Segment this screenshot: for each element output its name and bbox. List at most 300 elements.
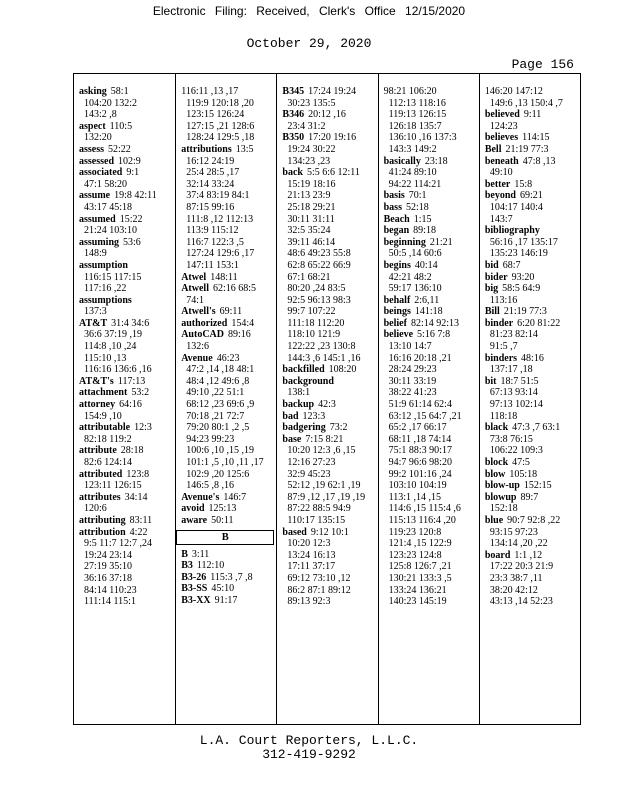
index-term: block	[484, 457, 509, 468]
page-line-refs: 37:4 83:19 84:1	[186, 190, 250, 202]
page-line-refs: 112:13 118:16	[388, 97, 446, 109]
page-line-refs: 62:16 68:5	[212, 283, 257, 295]
entry-first-line	[79, 492, 172, 504]
entry-first-line	[384, 190, 476, 202]
page-line-refs: 64:16	[119, 399, 142, 411]
index-term: attorney	[79, 399, 116, 411]
page-line-refs: 80:20 ,24 83:5	[287, 283, 346, 295]
index-term: Atwell	[181, 283, 209, 295]
index-term: beginning	[383, 236, 426, 248]
index-entry	[485, 109, 577, 132]
page-line-refs: 32:9 45:23	[287, 468, 331, 480]
page-line-refs: 126:18 135:7	[388, 120, 442, 132]
page-line-refs: 92:5 96:13 98:3	[287, 294, 351, 306]
filing-stamp: Electronic Filing: Received, Clerk's Office 12/15/2020	[152, 4, 466, 18]
index-entry	[485, 86, 577, 109]
entry-first-line	[485, 283, 577, 295]
page-line-refs: 102:9	[118, 155, 141, 167]
page-line-refs: 30:23 135:5	[287, 97, 336, 109]
index-entry	[181, 144, 273, 272]
index-term: assumption	[79, 259, 128, 271]
page-line-refs: 19:24 23:14	[84, 549, 133, 561]
page-line-refs: 43:17 45:18	[84, 201, 133, 213]
entry-first-line	[384, 306, 476, 318]
page-line-refs: 42:3	[318, 399, 336, 411]
entry-first-line	[384, 156, 476, 168]
page-line-refs: 133:24 136:21	[388, 584, 447, 596]
page-line-refs: 89:7	[520, 491, 539, 503]
page-line-refs: 83:11	[129, 514, 153, 526]
page-line-refs: 67:1 68:21	[287, 271, 331, 283]
page-line-refs: 21:19 77:3	[503, 306, 547, 318]
page-line-refs: 93:20	[511, 271, 535, 283]
index-term: belief	[383, 317, 407, 329]
page-line-refs: 9:1	[126, 167, 140, 179]
page-line-refs: 113:16	[489, 294, 518, 306]
page-line-refs: 19:24 30:22	[287, 143, 336, 155]
page-line-refs: 48:16	[521, 352, 544, 364]
page-line-refs: 56:16 ,17 135:17	[489, 236, 558, 248]
page-line-refs: 114:8 ,10 ,24	[84, 341, 137, 353]
index-entry	[485, 306, 577, 318]
index-entry	[384, 202, 476, 214]
page-line-refs: 70:18 ,21 72:7	[186, 410, 245, 422]
index-entry	[282, 86, 374, 109]
entry-first-line	[181, 549, 273, 561]
page-line-refs: 122:22 ,23 130:8	[287, 341, 356, 353]
page-line-refs: 125:8 126:7 ,21	[388, 561, 452, 573]
page-line-refs: 137:17 ,18	[489, 364, 533, 376]
page-line-refs: 38:22 41:23	[388, 387, 437, 399]
page-line-refs: 63:12 ,15 64:7 ,21	[388, 410, 462, 422]
page-line-refs: 103:10 104:19	[388, 480, 447, 492]
page-line-refs: 17:24 19:24	[308, 86, 357, 97]
page-line-refs: 127:24 129:6 ,17	[186, 248, 255, 260]
page-line-refs: 49:10	[489, 167, 513, 179]
page-line-refs: 123:8	[126, 468, 150, 480]
index-entry	[181, 492, 273, 504]
page-line-refs: 9:5 11:7 12:7 ,24	[84, 538, 152, 550]
page-line-refs: 94:22 114:21	[388, 178, 442, 190]
entry-first-line	[79, 121, 172, 133]
index-column	[276, 74, 377, 724]
page-line-refs: 58:5 64:9	[502, 283, 541, 295]
index-entry	[282, 434, 374, 527]
page-line-refs: 121:4 ,15 122:9	[388, 538, 452, 550]
index-entry	[485, 480, 577, 492]
index-term: asking	[79, 86, 107, 97]
page-line-refs: 119:23 120:8	[388, 526, 442, 538]
page-line-refs: 147:11 153:1	[186, 259, 239, 271]
page-line-refs: 4:22	[129, 526, 148, 538]
page-line-refs: 154:9 ,10	[84, 410, 122, 422]
entry-first-line	[485, 515, 577, 527]
index-entry	[384, 86, 476, 156]
page-line-refs: 1:1 ,12	[514, 549, 543, 561]
page-line-refs: 111:8 ,12 112:13	[186, 213, 254, 225]
page-line-refs: 134:23 ,23	[287, 155, 331, 167]
entry-first-line	[282, 422, 374, 434]
index-entry	[485, 132, 577, 144]
index-term: board	[484, 549, 511, 561]
page-line-refs: 132:6	[186, 341, 209, 353]
index-term: blowup	[484, 491, 517, 503]
page-line-refs: 3:11	[191, 548, 210, 560]
page-line-refs: 51:9 61:14 62:4	[388, 399, 452, 411]
entry-first-line	[79, 167, 172, 179]
index-term: attributions	[181, 143, 232, 155]
index-entry	[282, 411, 374, 423]
index-entry	[485, 515, 577, 550]
page-line-refs: 68:11 ,18 74:14	[388, 433, 452, 445]
index-entry	[384, 318, 476, 330]
index-term: Atwell's	[181, 306, 216, 318]
page-line-refs: 10:20 12:3 ,6 ,15	[287, 445, 356, 457]
page-line-refs: 112:10	[196, 560, 225, 572]
page-line-refs: 9:11	[523, 109, 542, 121]
entry-first-line	[79, 295, 172, 307]
page-line-refs: 119:9 120:18 ,20	[186, 97, 254, 109]
page-line-refs: 45:10	[211, 583, 235, 595]
index-entry	[181, 549, 273, 561]
index-entry	[79, 190, 172, 213]
index-term: AT&T's	[79, 375, 114, 387]
index-term: B350	[282, 132, 305, 144]
page-line-refs: 82:14 92:13	[410, 317, 459, 329]
index-term: Avenue	[181, 352, 213, 364]
index-term: B346	[282, 109, 305, 121]
page-line-refs: 13:5	[235, 143, 254, 155]
index-entry	[181, 583, 273, 595]
index-entry	[181, 560, 273, 572]
index-term: believes	[484, 132, 519, 144]
page-line-refs: 23:3 38:7 ,11	[489, 572, 543, 584]
page-line-refs: 98:21 106:20	[383, 86, 437, 97]
page-line-refs: 74:1	[186, 294, 204, 306]
index-term: bit	[484, 375, 497, 387]
entry-first-line	[181, 572, 273, 584]
index-entry	[79, 422, 172, 445]
entry-first-line	[79, 86, 172, 98]
index-entry	[485, 260, 577, 272]
footer-company: L.A. Court Reporters, L.L.C.	[199, 733, 419, 748]
entry-first-line	[485, 225, 577, 237]
index-term: B3	[181, 560, 193, 572]
entry-first-line	[79, 445, 172, 457]
page-line-refs: 52:12 ,19 62:1 ,19	[287, 480, 361, 492]
page-line-refs: 87:15 99:16	[186, 201, 235, 213]
entry-first-line	[485, 318, 577, 330]
entry-first-line	[79, 469, 172, 481]
page-line-refs: 143:2 ,8	[84, 109, 117, 121]
page-line-refs: 32:14 33:24	[186, 178, 235, 190]
index-term: attribute	[79, 445, 117, 457]
entry-first-line	[181, 503, 273, 515]
page-line-refs: 94:23 99:23	[186, 433, 235, 445]
entry-first-line	[282, 167, 374, 179]
page-line-refs: 52:22	[108, 143, 131, 155]
page-line-refs: 141:18	[414, 306, 443, 318]
page-line-refs: 82:6 124:14	[84, 457, 133, 468]
page-line-refs: 113:9 115:12	[186, 225, 239, 237]
page-line-refs: 23:18	[424, 155, 448, 167]
footer-phone: 312-419-9292	[262, 747, 356, 762]
entry-first-line	[485, 272, 577, 284]
entry-first-line	[384, 329, 476, 341]
index-entry	[181, 318, 273, 330]
index-term: bid	[484, 259, 499, 271]
index-entry	[485, 156, 577, 179]
index-term: assuming	[79, 236, 120, 248]
page-line-refs: 16:16 20:18 ,21	[388, 352, 452, 364]
index-term: Bill	[484, 306, 500, 318]
entry-first-line	[79, 376, 172, 388]
entry-first-line	[282, 86, 374, 98]
page-line-refs: 120:6	[84, 503, 107, 515]
page-line-refs: 110:5	[109, 120, 133, 132]
index-term: attributable	[79, 422, 131, 434]
index-entry	[79, 399, 172, 422]
page-line-refs: 12:16 27:23	[287, 457, 336, 468]
page-line-refs: 99:7 107:22	[287, 306, 336, 318]
index-entry	[485, 422, 577, 457]
page-line-refs: 49:10 ,22 51:1	[186, 387, 245, 399]
page-line-refs: 16:12 24:19	[186, 155, 235, 167]
page-line-refs: 20:12 ,16	[308, 109, 346, 121]
entry-first-line	[282, 109, 374, 121]
index-term: attributed	[79, 468, 123, 480]
index-term: believe	[383, 329, 414, 341]
page-line-refs: 1:15	[413, 213, 432, 225]
index-entry	[485, 179, 577, 191]
index-term: associated	[79, 167, 123, 179]
page-line-refs: 82:18 119:2	[84, 433, 132, 445]
entry-first-line	[485, 190, 577, 202]
page-line-refs: 46:23	[216, 352, 240, 364]
entry-first-line	[485, 353, 577, 365]
index-entry	[384, 295, 476, 307]
page-line-refs: 117:16 ,22	[84, 283, 127, 295]
page-line-refs: 40:14	[414, 259, 438, 271]
page-line-refs: 73:8 76:15	[489, 433, 533, 445]
entry-first-line	[79, 156, 172, 168]
entry-first-line	[384, 237, 476, 249]
entry-first-line	[79, 318, 172, 330]
page-line-refs: 104:17 140:4	[489, 201, 543, 213]
page-line-refs: 140:23 145:19	[388, 596, 447, 608]
index-entry	[384, 156, 476, 191]
page-line-refs: 111:14 115:1	[84, 596, 136, 608]
index-entry	[282, 527, 374, 608]
index-term: AT&T	[79, 317, 108, 329]
page-line-refs: 148:9	[84, 248, 107, 260]
index-term: assumed	[79, 213, 116, 225]
page-line-refs: 42:21 48:2	[388, 271, 432, 283]
index-column	[378, 74, 479, 724]
index-term: beneath	[484, 155, 519, 167]
page-line-refs: 94:7 96:6 98:20	[388, 457, 452, 468]
page-line-refs: 38:20 42:12	[489, 584, 538, 596]
index-entry	[282, 399, 374, 411]
entry-first-line	[181, 595, 273, 607]
entry-first-line	[384, 295, 476, 307]
page-line-refs: 52:18	[405, 201, 429, 213]
entry-first-line	[384, 86, 476, 98]
entry-first-line	[79, 422, 172, 434]
page-line-refs: 154:4	[231, 317, 255, 329]
index-entry	[181, 329, 273, 352]
page-number: Page 156	[511, 57, 574, 72]
page-line-refs: 134:14 ,20 ,22	[489, 538, 548, 550]
page-line-refs: 99:2 101:16 ,24	[388, 468, 452, 480]
index-term: AutoCAD	[181, 329, 224, 341]
index-entry	[79, 445, 172, 468]
page-line-refs: 132:20	[84, 132, 112, 144]
page-line-refs: 48:4 ,12 49:6 ,8	[186, 375, 250, 387]
index-entry	[181, 283, 273, 306]
page-line-refs: 53:2	[131, 387, 150, 399]
page-line-refs: 91:5 ,7	[489, 341, 518, 353]
page-line-refs: 123:3	[302, 410, 326, 422]
index-term: beyond	[484, 190, 516, 202]
entry-first-line	[79, 214, 172, 226]
index-entry	[485, 190, 577, 225]
entry-first-line	[79, 515, 172, 527]
page-line-refs: 17:22 20:3 21:9	[489, 561, 554, 573]
page-line-refs: 104:20 132:2	[84, 97, 138, 109]
page-line-refs: 146:5 ,8 ,16	[186, 480, 234, 492]
index-entry	[181, 595, 273, 607]
index-entry	[79, 214, 172, 237]
page-line-refs: 48:6 49:23 55:8	[287, 248, 351, 260]
index-term: background	[282, 375, 334, 387]
entry-first-line	[282, 132, 374, 144]
entry-first-line	[485, 457, 577, 469]
page-line-refs: 67:13 93:14	[489, 387, 538, 399]
page-line-refs: 25:18 29:21	[287, 201, 336, 213]
index-term: aware	[181, 514, 208, 526]
entry-first-line	[79, 527, 172, 539]
page-line-refs: 36:6 37:19 ,19	[84, 329, 143, 341]
index-term: began	[383, 225, 410, 237]
page-line-refs: 53:6	[123, 236, 141, 248]
page-line-refs: 17:20 19:16	[308, 132, 357, 144]
page-line-refs: 135:23 146:19	[489, 248, 548, 260]
entry-first-line	[181, 353, 273, 365]
page-line-refs: 47:3 ,7 63:1	[512, 422, 561, 434]
page-line-refs: 65:2 ,17 66:17	[388, 422, 447, 434]
page-line-refs: 15:19 18:16	[287, 178, 336, 190]
section-letter: B	[176, 530, 274, 545]
page-line-refs: 47:8 ,13	[522, 155, 556, 167]
page-line-refs: 105:18	[509, 468, 538, 480]
index-term: basically	[383, 155, 421, 167]
index-entry	[79, 260, 172, 295]
index-term: attributing	[79, 514, 126, 526]
page-line-refs: 118:10 121:9	[287, 329, 341, 341]
index-entry	[485, 469, 577, 481]
index-term: bass	[383, 201, 402, 213]
page-line-refs: 6:20 81:22	[517, 317, 561, 329]
page-line-refs: 116:7 122:3 ,5	[186, 236, 244, 248]
entry-first-line	[181, 144, 273, 156]
index-term: blow	[484, 468, 506, 480]
page-line-refs: 47:1 58:20	[84, 178, 128, 190]
page-line-refs: 117:13	[117, 375, 146, 387]
index-term: base	[282, 433, 302, 445]
entry-first-line	[485, 86, 577, 98]
entry-first-line	[282, 376, 374, 388]
page-line-refs: 27:19 35:10	[84, 561, 133, 573]
page-line-refs: 106:22 109:3	[489, 445, 543, 457]
page-line-refs: 17:11 37:17	[287, 561, 336, 573]
page-line-refs: 115:3 ,7 ,8	[210, 571, 253, 583]
index-entry	[384, 306, 476, 318]
page-line-refs: 15:22	[119, 213, 143, 225]
page-line-refs: 89:18	[413, 225, 436, 237]
page-line-refs: 101:1 ,5 ,10 ,11 ,17	[186, 457, 264, 468]
index-entry	[282, 376, 374, 399]
entry-first-line	[79, 190, 172, 202]
page-line-refs: 146:20 147:12	[484, 86, 543, 97]
page-line-refs: 62:8 65:22 66:9	[287, 259, 351, 271]
index-column	[479, 74, 580, 724]
page-line-refs: 19:8 42:11	[114, 190, 157, 202]
index-entry	[181, 272, 273, 284]
page-line-refs: 128:24 129:5 ,18	[186, 132, 255, 144]
page-line-refs: 93:15 97:23	[489, 526, 538, 538]
index-entry	[485, 376, 577, 422]
page-line-refs: 124:23	[489, 120, 518, 132]
index-entry	[79, 527, 172, 608]
page-line-refs: 91:17	[214, 594, 238, 606]
entry-first-line	[384, 318, 476, 330]
page-line-refs: 119:13 126:15	[388, 109, 447, 121]
index-entry	[282, 167, 374, 364]
index-term: big	[484, 283, 499, 295]
entry-first-line	[181, 283, 273, 295]
index-term: based	[282, 526, 307, 538]
page-line-refs: 102:9 ,20 125:6	[186, 468, 250, 480]
index-term: begins	[383, 259, 411, 271]
index-entry	[384, 225, 476, 237]
index-term: bad	[282, 410, 299, 422]
index-entry	[79, 237, 172, 260]
index-entry	[79, 144, 172, 156]
index-entry	[79, 86, 172, 121]
page-line-refs: 136:10 ,16 137:3	[388, 132, 457, 144]
page-line-refs: 116:15 117:15	[84, 271, 142, 283]
page-line-refs: 144:3 ,6 145:1 ,16	[287, 352, 361, 364]
page-line-refs: 21:19 77:3	[505, 143, 549, 155]
entry-first-line	[485, 422, 577, 434]
index-term: backup	[282, 399, 315, 411]
page-line-refs: 138:1	[287, 387, 311, 399]
page-line-refs: 118:18	[489, 410, 518, 422]
entry-first-line	[384, 225, 476, 237]
index-entry	[181, 572, 273, 584]
index-entry	[485, 457, 577, 469]
page-line-refs: 23:4 31:2	[287, 120, 326, 132]
entry-first-line	[79, 260, 172, 272]
page-line-refs: 21:13 23:9	[287, 190, 331, 202]
page-line-refs: 148:11	[210, 271, 238, 283]
entry-first-line	[485, 376, 577, 388]
index-term: B	[181, 548, 188, 560]
page-line-refs: 5:5 6:6 12:11	[306, 167, 360, 179]
index-term: aspect	[79, 120, 106, 132]
index-term: attachment	[79, 387, 128, 399]
